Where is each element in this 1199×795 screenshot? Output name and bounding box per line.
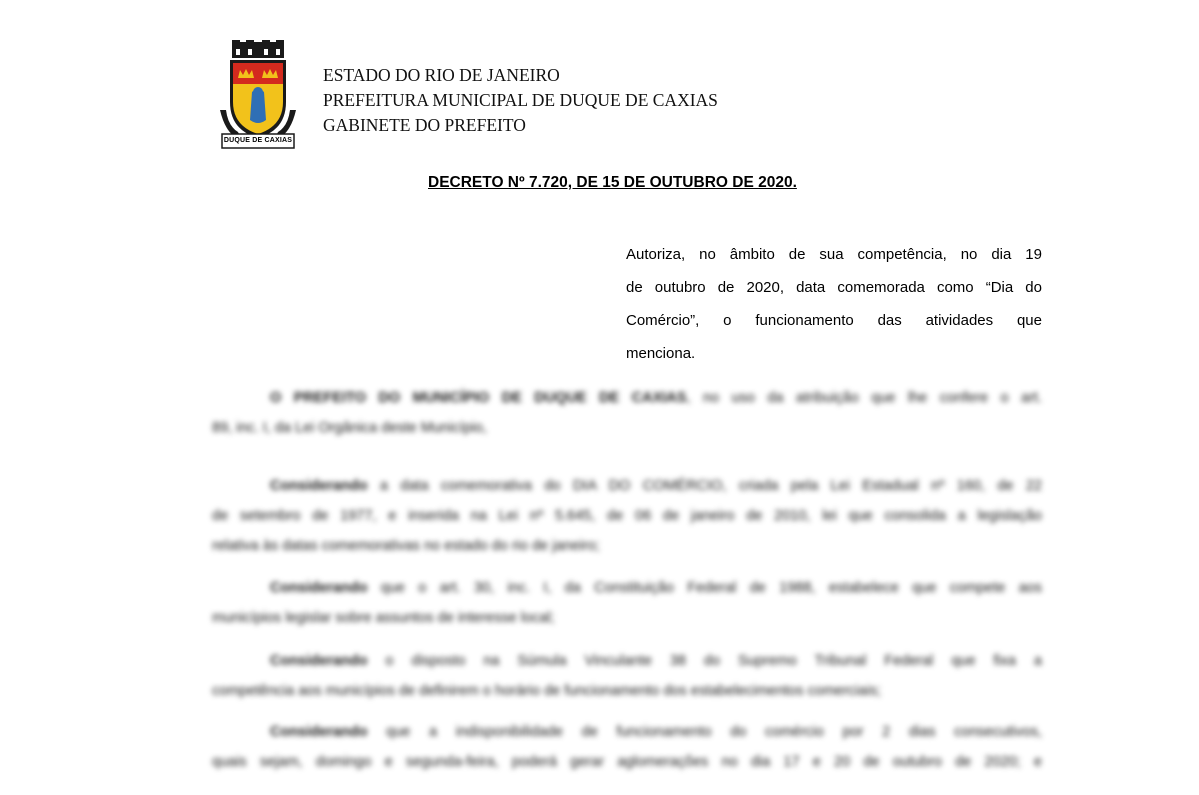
whereas-label: Considerando (270, 478, 368, 494)
header-state: ESTADO DO RIO DE JANEIRO (323, 65, 560, 85)
paragraph-text: que o art. 30, inc. I, da Constituição Federal de 1988, estabelece que compete aos (367, 580, 1042, 596)
preamble-paragraph (212, 383, 1042, 443)
decree-summary (626, 238, 1042, 370)
paragraph-text: , no uso da atribuição que lhe confere o art. (686, 390, 1042, 406)
decree-title: DECRETO Nº 7.720, DE 15 DE OUTUBRO DE 2020. (428, 174, 797, 191)
summary-line: Comércio”, o funcionamento das atividades que (626, 312, 1042, 329)
paragraph-line: competência aos municípios de definirem o horário de funcionamento dos estabelecimentos comerciais; (212, 683, 881, 699)
crest-banner-text: DUQUE DE CAXIAS (223, 137, 293, 144)
summary-line: de outubro de 2020, data comemorada como “Dia do (626, 279, 1042, 296)
paragraph-line: relativa às datas comemorativas no estado do rio de janeiro; (212, 538, 600, 554)
whereas-paragraph (212, 471, 1042, 561)
paragraph-line: de setembro de 1977, e inserida na Lei nº 5.645, de 06 de janeiro de 2010, lei que consolida a legislação (212, 508, 1042, 524)
paragraph-line (212, 717, 1042, 747)
whereas-label: Considerando (270, 580, 368, 596)
paragraph-line (212, 383, 1042, 413)
paragraph-line (212, 573, 1042, 603)
paragraph-line: municípios legislar sobre assuntos de interesse local; (212, 610, 555, 626)
whereas-paragraph (212, 717, 1042, 777)
paragraph-line (212, 646, 1042, 676)
paragraph-text: a data comemorativa do DIA DO COMÉRCIO, criada pela Lei Estadual nº 160, de 22 (367, 478, 1042, 494)
paragraph-line (212, 471, 1042, 501)
header-office: GABINETE DO PREFEITO (323, 115, 526, 135)
summary-line: menciona. (626, 345, 696, 362)
header-prefecture: PREFEITURA MUNICIPAL DE DUQUE DE CAXIAS (323, 90, 718, 110)
paragraph-text: que a indisponibilidade de funcionamento do comércio por 2 dias consecutivos, (367, 724, 1042, 740)
whereas-label: Considerando (270, 653, 368, 669)
whereas-paragraph (212, 646, 1042, 706)
mayor-heading: O PREFEITO DO MUNICÍPIO DE DUQUE DE CAXIAS (270, 390, 687, 406)
paragraph-line: 89, inc. I, da Lei Orgânica deste Município, (212, 420, 487, 436)
whereas-paragraph (212, 573, 1042, 633)
paragraph-text: o disposto na Súmula Vinculante 38 do Supremo Tribunal Federal que fixa a (367, 653, 1042, 669)
letterhead (323, 63, 718, 138)
summary-line: Autoriza, no âmbito de sua competência, no dia 19 (626, 246, 1042, 263)
whereas-label: Considerando (270, 724, 368, 740)
paragraph-line: quais sejam, domingo e segunda-feira, poderá gerar aglomerações no dia 17 e 20 de outubro de 2020; e (212, 754, 1042, 770)
